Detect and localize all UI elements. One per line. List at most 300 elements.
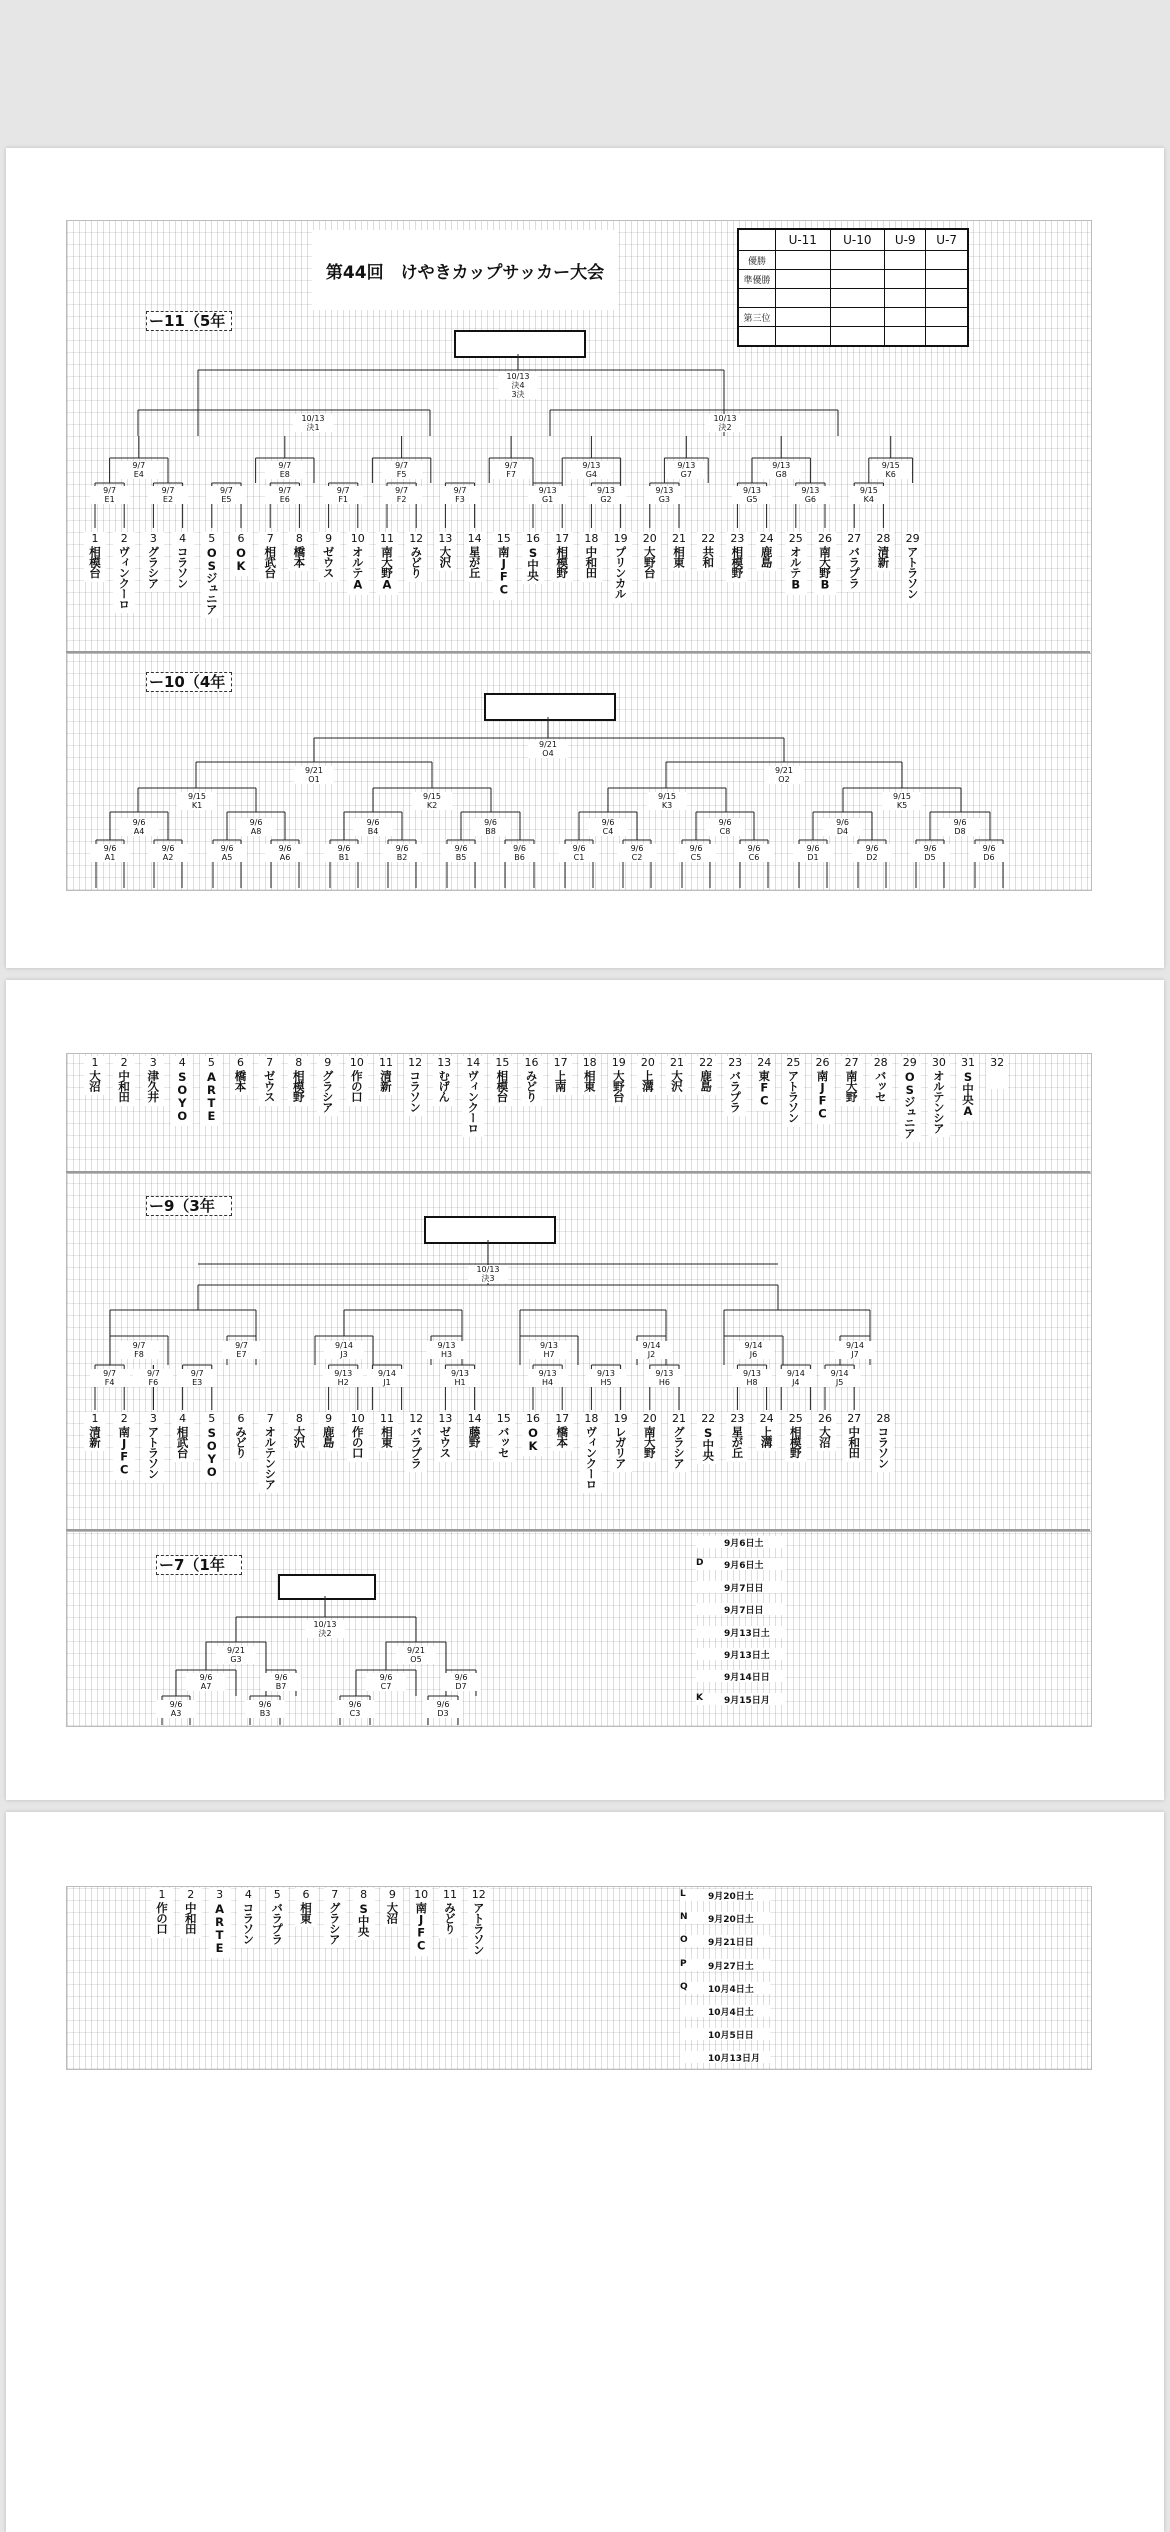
team-entry xyxy=(814,532,836,595)
schedule-row xyxy=(696,1603,786,1615)
team-number: 18 xyxy=(582,1056,597,1069)
team-number: 8 xyxy=(360,1888,368,1901)
team-name: 清新 xyxy=(379,1070,393,1091)
team-name: 南大野A xyxy=(380,546,394,591)
u9-quarterfinal-label: 9/13 H3 xyxy=(427,1341,467,1359)
team-entry xyxy=(610,532,632,603)
team-name: バッセ xyxy=(496,1426,511,1458)
team-number: 10 xyxy=(414,1888,429,1901)
team-name: 相模台 xyxy=(495,1070,510,1102)
u10-round1-label: 9/6 A5 xyxy=(207,844,247,862)
team-entry xyxy=(756,532,778,571)
u9-quarterfinal-label: 9/13 H7 xyxy=(529,1341,569,1359)
u11-quarterfinal-label: 9/7 E8 xyxy=(265,461,305,479)
schedule-date: 9月6日土 xyxy=(724,1561,764,1572)
team-number: 26 xyxy=(815,1056,830,1069)
u10-round2-label: 9/6 D8 xyxy=(940,818,980,836)
u10-round1-label: 9/6 C1 xyxy=(559,844,599,862)
team-number: 2 xyxy=(187,1888,195,1901)
team-number: 3 xyxy=(149,1412,157,1425)
u11-quarterfinal-label: 9/13 G8 xyxy=(761,461,801,479)
team-number: 6 xyxy=(237,1056,244,1069)
team-name: 大沼 xyxy=(385,1902,400,1923)
schedule-code: Q xyxy=(680,1981,688,1992)
team-name: 鹿島 xyxy=(699,1070,714,1091)
team-number: 7 xyxy=(266,532,274,545)
team-name: オルテンシア xyxy=(263,1426,278,1489)
team-name: 中和田 xyxy=(847,1426,862,1458)
team-number: 19 xyxy=(613,1412,628,1425)
u10-section-label: ー10（4年 xyxy=(146,672,232,692)
team-entry xyxy=(639,1412,661,1462)
team-name: オルテB xyxy=(788,546,803,591)
team-number: 22 xyxy=(699,1056,714,1069)
results-col-u11: U-11 xyxy=(776,229,831,251)
team-number: 9 xyxy=(324,1056,332,1069)
team-entry xyxy=(259,1056,281,1106)
team-entry xyxy=(318,532,340,582)
team-entry xyxy=(84,532,106,582)
u10-round1-label: 9/6 B5 xyxy=(441,844,481,862)
u10-round1-label: 9/6 A2 xyxy=(148,844,188,862)
team-number: 4 xyxy=(179,532,187,545)
u10-round1-label: 9/6 C5 xyxy=(676,844,716,862)
u7-quarterfinal-label: 9/6 A7 xyxy=(186,1673,226,1691)
team-name: グラシア xyxy=(146,546,161,588)
team-name: 相東 xyxy=(582,1070,597,1091)
u9-round1-label: 9/13 H2 xyxy=(323,1369,363,1387)
team-number: 13 xyxy=(438,1412,453,1425)
schedule-row xyxy=(680,1912,770,1924)
team-entry xyxy=(785,1412,807,1462)
team-number: 23 xyxy=(730,1412,745,1425)
u9-section-label: ー9（3年 xyxy=(146,1196,232,1216)
u11-quarterfinal-label: 9/7 F7 xyxy=(491,461,531,479)
team-name: 大沢 xyxy=(292,1426,307,1447)
schedule-date: 10月13日月 xyxy=(708,2054,761,2065)
team-entry xyxy=(639,532,661,582)
team-name: 南JFC xyxy=(496,546,511,596)
team-name: 作の口 xyxy=(350,1426,365,1458)
team-name: 中和田 xyxy=(584,546,599,578)
team-entry xyxy=(724,1056,746,1116)
team-entry xyxy=(668,1412,690,1472)
team-number: 28 xyxy=(876,532,891,545)
team-name: 相模野 xyxy=(788,1426,803,1458)
team-name: むげん xyxy=(437,1070,452,1102)
team-number: 19 xyxy=(613,532,628,545)
team-name: OK xyxy=(234,546,248,572)
team-entry xyxy=(259,1412,281,1493)
team-name: コラソン xyxy=(408,1070,423,1112)
schedule-row xyxy=(680,2005,770,2017)
schedule-row xyxy=(696,1648,786,1660)
team-name: 南JFC xyxy=(414,1902,429,1952)
schedule-date: 9月21日日 xyxy=(708,1938,754,1949)
team-name: 大沼 xyxy=(88,1070,102,1091)
schedule-row xyxy=(696,1581,786,1593)
u9-quarterfinal-label: 9/14 J2 xyxy=(632,1341,672,1359)
team-entry xyxy=(551,532,573,582)
results-row-label: 準優勝 xyxy=(738,270,776,289)
team-entry xyxy=(550,1056,572,1095)
team-name: 橋本 xyxy=(233,1070,248,1091)
u10-semi-label: 9/21 O1 xyxy=(294,766,334,784)
team-name: 上南 xyxy=(553,1070,568,1091)
team-entry xyxy=(405,532,427,582)
team-number: 7 xyxy=(331,1888,339,1901)
u11-round1-label: 9/7 E6 xyxy=(265,486,305,504)
team-name: みどり xyxy=(443,1902,457,1934)
team-number: 21 xyxy=(672,1412,686,1425)
team-number: 15 xyxy=(496,532,511,545)
team-entry xyxy=(200,1056,222,1126)
team-number: 9 xyxy=(325,532,333,545)
team-number: 2 xyxy=(120,1412,128,1425)
schedule-date: 10月4日土 xyxy=(708,2008,754,2018)
team-entry xyxy=(347,1412,369,1462)
u11-final-label: 10/13 決4 3決 xyxy=(498,372,538,399)
team-number: 1 xyxy=(158,1888,166,1901)
u9-round1-label: 9/7 F4 xyxy=(90,1369,130,1387)
team-name: 鹿島 xyxy=(759,546,774,567)
team-name: コラソン xyxy=(175,546,190,588)
team-entry xyxy=(468,1888,490,1959)
team-name: レガリア xyxy=(613,1426,628,1468)
team-entry xyxy=(288,1412,310,1451)
u9-round1-label: 9/13 H5 xyxy=(586,1369,626,1387)
team-entry xyxy=(726,532,748,582)
team-name: 相武台 xyxy=(175,1426,190,1458)
team-entry xyxy=(230,532,252,576)
u10-round2-label: 9/6 C8 xyxy=(705,818,745,836)
team-number: 17 xyxy=(555,532,570,545)
team-name: バラプラ xyxy=(728,1070,743,1112)
u7-quarterfinal-label: 9/6 C7 xyxy=(366,1673,406,1691)
u10-round2-label: 9/6 C4 xyxy=(588,818,628,836)
u11-round1-label: 9/7 F2 xyxy=(382,486,422,504)
team-number: 3 xyxy=(149,532,157,545)
schedule-date: 9月13日土 xyxy=(724,1651,770,1661)
u7-round1-label: 9/6 D3 xyxy=(423,1700,463,1718)
team-entry xyxy=(551,1412,573,1451)
u9-quarterfinal-label: 9/14 J7 xyxy=(835,1341,875,1359)
team-number: 24 xyxy=(757,1056,772,1069)
u11-round1-label: 9/13 G2 xyxy=(586,486,626,504)
bracket-lines xyxy=(0,300,1170,560)
team-entry xyxy=(666,1056,688,1095)
team-entry xyxy=(872,1412,894,1472)
u7-round1-label: 9/6 B3 xyxy=(245,1700,285,1718)
team-number: 11 xyxy=(443,1888,457,1901)
team-name: 作の口 xyxy=(349,1070,364,1102)
team-name: 相模台 xyxy=(88,546,102,578)
team-name: グラシア xyxy=(327,1902,342,1944)
team-number: 22 xyxy=(701,1412,716,1425)
team-name: オルテンシア xyxy=(931,1070,946,1133)
team-name: OSジュニア xyxy=(204,546,219,614)
team-entry xyxy=(410,1888,432,1956)
team-number: 32 xyxy=(990,1056,1005,1069)
team-entry xyxy=(353,1888,375,1940)
u10-quarterfinal-label: 9/15 K2 xyxy=(412,792,452,810)
team-name: 上溝 xyxy=(759,1426,774,1447)
team-number: 18 xyxy=(584,1412,599,1425)
team-entry xyxy=(259,532,281,582)
results-corner xyxy=(738,229,776,251)
team-entry xyxy=(180,1888,202,1938)
schedule-date: 10月5日日 xyxy=(708,2031,754,2042)
team-number: 25 xyxy=(788,1412,803,1425)
team-entry xyxy=(928,1056,950,1137)
team-entry xyxy=(230,1412,252,1462)
team-name: 共和 xyxy=(701,546,716,567)
team-number: 28 xyxy=(876,1412,891,1425)
u11-semi-label: 10/13 決1 xyxy=(293,414,333,432)
team-number: 29 xyxy=(902,1056,917,1069)
team-entry xyxy=(201,1412,223,1482)
team-name: バラプラ xyxy=(847,546,862,588)
team-entry xyxy=(346,1056,368,1106)
team-name: みどり xyxy=(524,1070,539,1102)
team-entry xyxy=(668,532,690,571)
u10-round1-label: 9/6 D5 xyxy=(910,844,950,862)
team-name: バラプラ xyxy=(270,1902,285,1944)
team-number: 2 xyxy=(120,532,128,545)
team-entry xyxy=(113,1056,135,1106)
team-name: ヴィンクーロ xyxy=(584,1426,599,1489)
team-name: バッセ xyxy=(873,1070,888,1102)
u10-quarterfinal-label: 9/15 K5 xyxy=(882,792,922,810)
team-number: 25 xyxy=(786,1056,801,1069)
team-number: 25 xyxy=(788,532,803,545)
schedule-code: N xyxy=(680,1912,688,1923)
team-entry xyxy=(209,1888,231,1958)
u10-round2-label: 9/6 B4 xyxy=(353,818,393,836)
team-entry xyxy=(433,1056,455,1106)
results-col-u10: U-10 xyxy=(830,229,885,251)
team-entry xyxy=(434,532,456,571)
team-number: 20 xyxy=(640,1056,655,1069)
team-name: 相武台 xyxy=(263,546,278,578)
u7-quarterfinal-label: 9/6 B7 xyxy=(261,1673,301,1691)
team-entry xyxy=(579,1056,601,1095)
u9-round1-label: 9/14 J5 xyxy=(820,1369,860,1387)
team-entry xyxy=(172,1412,194,1462)
team-name: S中央 xyxy=(356,1902,371,1936)
u11-quarterfinal-label: 9/7 E4 xyxy=(119,461,159,479)
team-name: 津久井 xyxy=(146,1070,161,1102)
team-entry xyxy=(902,532,924,603)
team-number: 10 xyxy=(350,1412,365,1425)
u7-semi-label: 9/21 G3 xyxy=(216,1646,256,1664)
team-number: 26 xyxy=(818,532,832,545)
u11-round1-label: 9/7 F3 xyxy=(440,486,480,504)
team-entry xyxy=(405,1412,427,1472)
team-number: 12 xyxy=(408,1056,423,1069)
u10-round1-label: 9/6 B6 xyxy=(500,844,540,862)
team-entry xyxy=(812,1056,834,1124)
team-number: 31 xyxy=(961,1056,975,1069)
team-entry xyxy=(151,1888,173,1938)
u11-round1-label: 9/13 G3 xyxy=(644,486,684,504)
team-entry xyxy=(347,532,369,595)
team-number: 28 xyxy=(873,1056,888,1069)
team-number: 24 xyxy=(759,1412,774,1425)
team-name: 南大野B xyxy=(818,546,832,591)
team-entry xyxy=(697,1412,719,1464)
bracket-lines xyxy=(0,700,1170,900)
team-name: みどり xyxy=(409,546,424,578)
u10-round2-label: 9/6 D4 xyxy=(823,818,863,836)
u7-final-label: 10/13 決2 xyxy=(305,1620,345,1638)
u11-round1-label: 9/13 G1 xyxy=(528,486,568,504)
team-number: 22 xyxy=(701,532,716,545)
team-number: 12 xyxy=(409,532,424,545)
team-number: 3 xyxy=(216,1888,224,1901)
u11-round1-label: 9/15 K4 xyxy=(849,486,889,504)
team-name: OK xyxy=(526,1426,540,1452)
team-number: 10 xyxy=(350,532,365,545)
team-number: 16 xyxy=(526,532,540,545)
team-entry xyxy=(381,1888,403,1927)
team-entry xyxy=(142,1056,164,1106)
schedule-date: 9月7日日 xyxy=(724,1583,764,1594)
u10-round2-label: 9/6 A8 xyxy=(236,818,276,836)
team-entry xyxy=(318,1412,340,1451)
team-entry xyxy=(870,1056,892,1106)
u10-round1-label: 9/6 B2 xyxy=(382,844,422,862)
team-number: 9 xyxy=(325,1412,333,1425)
team-entry xyxy=(295,1888,317,1927)
team-entry xyxy=(872,532,894,571)
team-number: 20 xyxy=(642,1412,657,1425)
u9-round1-label: 9/14 J4 xyxy=(776,1369,816,1387)
team-entry xyxy=(439,1888,461,1938)
schedule-date: 9月20日土 xyxy=(708,1892,754,1902)
schedule-row xyxy=(680,1935,770,1947)
team-number: 8 xyxy=(295,1056,303,1069)
team-number: 11 xyxy=(379,1056,393,1069)
team-number: 13 xyxy=(437,1056,452,1069)
team-number: 11 xyxy=(380,532,394,545)
team-entry xyxy=(785,532,807,595)
team-entry xyxy=(376,532,398,595)
team-number: 7 xyxy=(266,1056,274,1069)
team-name: S中央 xyxy=(526,546,540,580)
schedule-date: 9月14日日 xyxy=(724,1673,770,1684)
u11-round1-label: 9/13 G5 xyxy=(732,486,772,504)
team-name: みどり xyxy=(234,1426,248,1458)
team-entry xyxy=(493,1412,515,1462)
team-name: ヴィンクーロ xyxy=(117,546,132,609)
team-entry xyxy=(521,1056,543,1106)
schedule-code: L xyxy=(680,1889,686,1899)
team-entry xyxy=(434,1412,456,1462)
team-entry xyxy=(376,1412,398,1451)
team-entry xyxy=(782,1056,804,1127)
team-entry xyxy=(957,1056,979,1121)
team-name: OSジュニア xyxy=(902,1070,917,1138)
team-number: 21 xyxy=(672,532,686,545)
u10-round1-label: 9/6 D1 xyxy=(793,844,833,862)
schedule-row xyxy=(696,1536,786,1548)
team-number: 20 xyxy=(642,532,657,545)
team-number: 10 xyxy=(349,1056,364,1069)
schedule-date: 9月27日土 xyxy=(708,1961,754,1972)
team-name: 中和田 xyxy=(117,1070,132,1102)
team-entry xyxy=(462,1056,484,1137)
team-number: 15 xyxy=(496,1412,511,1425)
team-name: S中央 xyxy=(701,1426,716,1460)
team-number: 1 xyxy=(91,532,99,545)
schedule-row xyxy=(680,2051,770,2063)
team-entry xyxy=(464,532,486,582)
schedule-code: K xyxy=(696,1692,703,1703)
team-number: 18 xyxy=(584,532,599,545)
team-entry xyxy=(841,1056,863,1106)
u7-semi-label: 9/21 O5 xyxy=(396,1646,436,1664)
team-entry xyxy=(843,532,865,592)
u11-round1-label: 9/7 E2 xyxy=(148,486,188,504)
team-number: 5 xyxy=(208,532,216,545)
team-entry xyxy=(637,1056,659,1095)
u11-semi-label: 10/13 決2 xyxy=(705,414,745,432)
team-number: 24 xyxy=(759,532,774,545)
team-entry xyxy=(608,1056,630,1106)
schedule-code: D xyxy=(696,1558,704,1569)
team-number: 6 xyxy=(237,532,245,545)
team-name: 上溝 xyxy=(640,1070,655,1091)
team-number: 21 xyxy=(670,1056,684,1069)
team-number: 5 xyxy=(207,1056,215,1069)
team-name: 相模野 xyxy=(291,1070,306,1102)
u9-round1-label: 9/7 F6 xyxy=(133,1369,173,1387)
team-name: 中和田 xyxy=(183,1902,198,1934)
team-entry xyxy=(753,1056,775,1111)
team-name: アトラソン xyxy=(146,1426,161,1479)
team-entry xyxy=(324,1888,346,1948)
u10-final-label: 9/21 O4 xyxy=(528,740,568,758)
u10-round2-label: 9/6 B8 xyxy=(471,818,511,836)
team-entry xyxy=(610,1412,632,1472)
schedule-date: 9月7日日 xyxy=(724,1606,764,1617)
schedule-code: P xyxy=(680,1958,687,1969)
team-name: 橋本 xyxy=(292,546,307,567)
team-name: SOYO xyxy=(204,1426,219,1478)
team-entry xyxy=(171,1056,193,1126)
schedule-date: 10月4日土 xyxy=(708,1984,754,1995)
team-number: 6 xyxy=(302,1888,310,1901)
team-number: 9 xyxy=(388,1888,396,1901)
team-name: 南JFC xyxy=(117,1426,132,1476)
team-name: 鹿島 xyxy=(321,1426,336,1447)
team-name: アトラソン xyxy=(905,546,920,599)
team-entry xyxy=(142,1412,164,1483)
team-name: ARTE xyxy=(212,1902,227,1954)
team-name: SOYO xyxy=(175,1070,190,1122)
team-name: 星が丘 xyxy=(467,546,482,578)
team-name: コラソン xyxy=(876,1426,891,1468)
schedule-code: O xyxy=(680,1935,688,1946)
team-entry xyxy=(375,1056,397,1095)
team-number: 27 xyxy=(847,532,862,545)
team-entry xyxy=(756,1412,778,1451)
team-name: 藤野 xyxy=(467,1426,482,1447)
team-number: 4 xyxy=(178,1056,186,1069)
u11-round1-label: 9/7 E1 xyxy=(90,486,130,504)
team-entry xyxy=(113,532,135,613)
